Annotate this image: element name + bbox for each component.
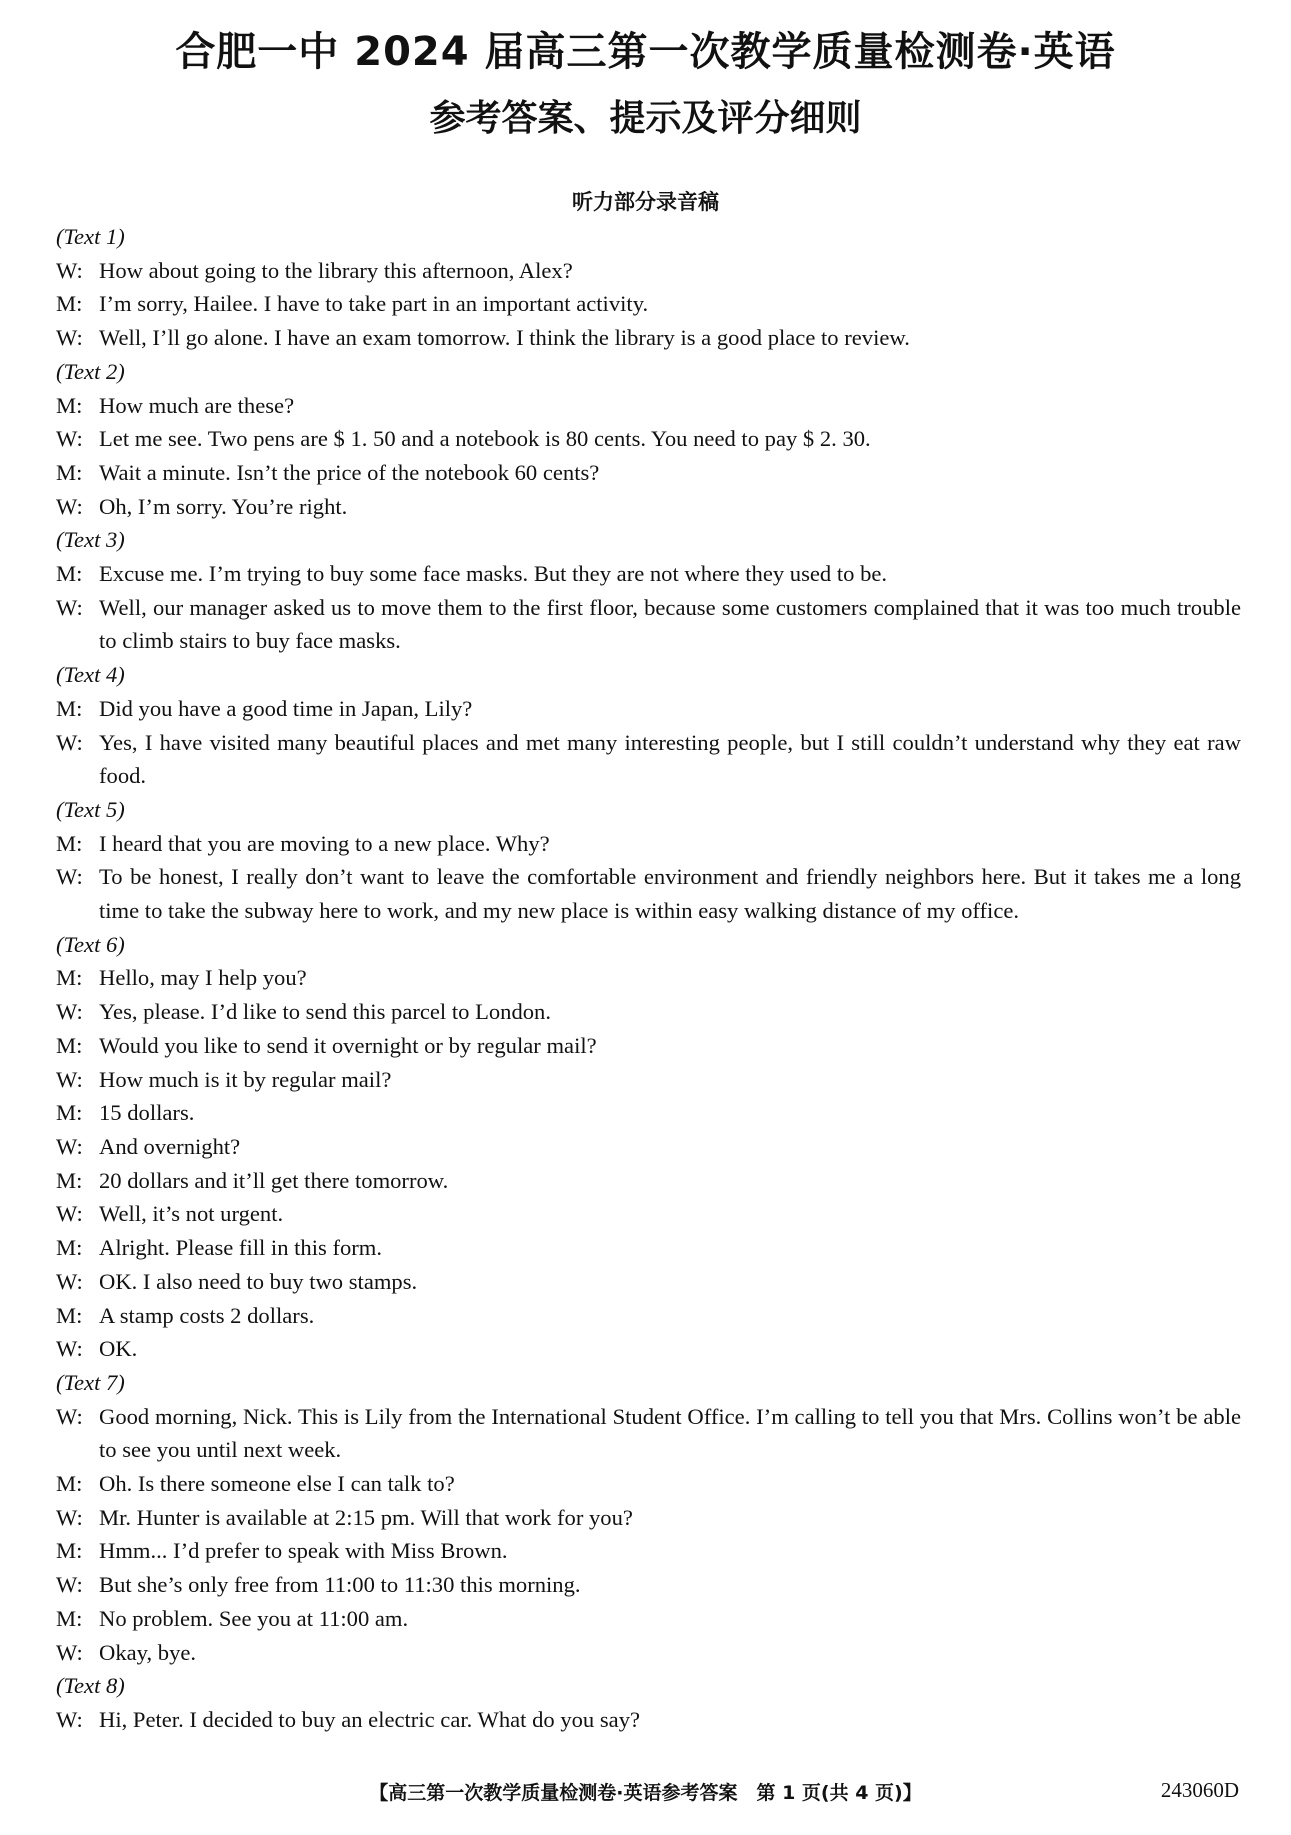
speaker-label: W: — [56, 1572, 83, 1598]
speaker-label: M: — [56, 291, 83, 317]
text-section-label: (Text 4) — [56, 662, 125, 688]
dialogue-line — [56, 1703, 1241, 1737]
dialogue-line — [56, 860, 1241, 927]
dialogue-line — [56, 1299, 1241, 1333]
dialogue-line — [56, 591, 1241, 658]
dialogue-text: Hi, Peter. I decided to buy an electric car. What do you say? — [99, 1706, 641, 1732]
dialogue-line — [56, 1197, 1241, 1231]
dialogue-line — [56, 1602, 1241, 1636]
dialogue-line — [56, 389, 1241, 423]
speaker-label: W: — [56, 257, 83, 283]
dialogue-text: 15 dollars. — [99, 1100, 195, 1126]
speaker-label: M: — [56, 459, 83, 485]
dialogue-line — [56, 1534, 1241, 1568]
speaker-label: M: — [56, 695, 83, 721]
dialogue-line — [56, 287, 1241, 321]
speaker-label: W: — [56, 999, 83, 1025]
text-section-label: (Text 6) — [56, 931, 125, 957]
dialogue-line — [56, 422, 1241, 456]
dialogue-line — [56, 1231, 1241, 1265]
dialogue-line — [56, 1164, 1241, 1198]
dialogue-text: How much is it by regular mail? — [99, 1066, 392, 1092]
speaker-label: W: — [56, 1066, 83, 1092]
dialogue-text: A stamp costs 2 dollars. — [99, 1302, 315, 1328]
dialogue-text: 20 dollars and it’ll get there tomorrow. — [99, 1167, 449, 1193]
dialogue-line — [56, 1400, 1241, 1467]
listening-transcript — [56, 220, 1241, 1737]
dialogue-text: Did you have a good time in Japan, Lily? — [99, 695, 473, 721]
speaker-label: W: — [56, 1706, 83, 1732]
document-title: 合肥一中 2024 届高三第一次教学质量检测卷·英语 — [175, 29, 1116, 75]
dialogue-text: Well, I’ll go alone. I have an exam tomorrow. I think the library is a good place to review. — [99, 325, 910, 351]
dialogue-line — [56, 1130, 1241, 1164]
dialogue-text: Yes, please. I’d like to send this parcel to London. — [99, 999, 552, 1025]
dialogue-text: Let me see. Two pens are $ 1. 50 and a notebook is 80 cents. You need to pay $ 2. 30. — [99, 426, 871, 452]
dialogue-line — [56, 1501, 1241, 1535]
speaker-label: W: — [56, 1403, 83, 1429]
speaker-label: M: — [56, 965, 83, 991]
speaker-label: W: — [56, 1336, 83, 1362]
dialogue-text: I’m sorry, Hailee. I have to take part in an important activity. — [99, 291, 649, 317]
dialogue-line — [56, 1096, 1241, 1130]
speaker-label: M: — [56, 1471, 83, 1497]
dialogue-text: No problem. See you at 11:00 am. — [99, 1605, 409, 1631]
dialogue-line — [56, 827, 1241, 861]
speaker-label: M: — [56, 830, 83, 856]
speaker-label: M: — [56, 561, 83, 587]
speaker-label: M: — [56, 392, 83, 418]
dialogue-line — [56, 995, 1241, 1029]
dialogue-line — [56, 1029, 1241, 1063]
dialogue-line — [56, 456, 1241, 490]
text-section-label: (Text 7) — [56, 1369, 125, 1395]
speaker-label: M: — [56, 1235, 83, 1261]
dialogue-line — [56, 692, 1241, 726]
speaker-label: M: — [56, 1100, 83, 1126]
speaker-label: W: — [56, 1639, 83, 1665]
dialogue-text: OK. — [99, 1336, 138, 1362]
dialogue-text: Hmm... I’d prefer to speak with Miss Brown. — [99, 1538, 508, 1564]
speaker-label: W: — [56, 729, 83, 755]
speaker-label: M: — [56, 1032, 83, 1058]
dialogue-line — [56, 557, 1241, 591]
speaker-label: M: — [56, 1167, 83, 1193]
speaker-label: M: — [56, 1302, 83, 1328]
speaker-label: W: — [56, 1133, 83, 1159]
speaker-label: W: — [56, 594, 83, 620]
dialogue-line — [56, 490, 1241, 524]
section-heading: 听力部分录音稿 — [572, 190, 719, 214]
dialogue-line — [56, 1636, 1241, 1670]
dialogue-text: Hello, may I help you? — [99, 965, 307, 991]
dialogue-line — [56, 961, 1241, 995]
dialogue-text: Yes, I have visited many beautiful places and met many interesting people, but I still couldn’t understand why they eat raw food. — [99, 729, 1241, 789]
dialogue-text: Good morning, Nick. This is Lily from the International Student Office. I’m calling to tell you that Mrs. Collins won’t be able to see you until next week. — [99, 1403, 1241, 1463]
dialogue-line — [56, 254, 1241, 288]
text-section-label: (Text 2) — [56, 358, 125, 384]
dialogue-text: Oh. Is there someone else I can talk to? — [99, 1471, 455, 1497]
dialogue-text: But she’s only free from 11:00 to 11:30 this morning. — [99, 1572, 581, 1598]
dialogue-text: Excuse me. I’m trying to buy some face masks. But they are not where they used to be. — [99, 561, 888, 587]
speaker-label: W: — [56, 325, 83, 351]
document-subtitle: 参考答案、提示及评分细则 — [429, 98, 862, 139]
text-section-label: (Text 1) — [56, 224, 125, 249]
dialogue-line — [56, 1467, 1241, 1501]
speaker-label: M: — [56, 1538, 83, 1564]
dialogue-line — [56, 321, 1241, 355]
dialogue-line — [56, 1063, 1241, 1097]
dialogue-text: Well, our manager asked us to move them to the first floor, because some customers complained that it was too much trouble to climb stairs to buy face masks. — [99, 594, 1241, 654]
dialogue-text: Alright. Please fill in this form. — [99, 1235, 383, 1261]
speaker-label: W: — [56, 426, 83, 452]
text-section-label: (Text 8) — [56, 1673, 125, 1699]
speaker-label: W: — [56, 1201, 83, 1227]
dialogue-text: Well, it’s not urgent. — [99, 1201, 284, 1227]
dialogue-text: To be honest, I really don’t want to leave the comfortable environment and friendly neighbors here. But it takes me a long time to take the subway here to work, and my new place is within easy walking distance of my office. — [99, 864, 1241, 924]
speaker-label: M: — [56, 1605, 83, 1631]
footer-document-code: 243060D — [1160, 1778, 1239, 1802]
dialogue-line — [56, 1332, 1241, 1366]
dialogue-line — [56, 1568, 1241, 1602]
footer-page-info: 【高三第一次教学质量检测卷·英语参考答案 第 1 页(共 4 页)】 — [369, 1782, 922, 1804]
dialogue-text: OK. I also need to buy two stamps. — [99, 1268, 418, 1294]
text-section-label: (Text 5) — [56, 796, 125, 822]
page-footer — [0, 1778, 1291, 1812]
dialogue-text: Would you like to send it overnight or by regular mail? — [99, 1032, 597, 1058]
dialogue-line — [56, 726, 1241, 793]
dialogue-text: I heard that you are moving to a new place. Why? — [99, 830, 550, 856]
dialogue-text: How much are these? — [99, 392, 295, 418]
dialogue-text: Okay, bye. — [99, 1639, 197, 1665]
dialogue-text: How about going to the library this afternoon, Alex? — [99, 257, 573, 283]
dialogue-text: Oh, I’m sorry. You’re right. — [99, 493, 348, 519]
text-section-label: (Text 3) — [56, 527, 125, 553]
speaker-label: W: — [56, 493, 83, 519]
speaker-label: W: — [56, 1268, 83, 1294]
dialogue-line — [56, 1265, 1241, 1299]
dialogue-text: Wait a minute. Isn’t the price of the notebook 60 cents? — [99, 459, 600, 485]
speaker-label: W: — [56, 1504, 83, 1530]
dialogue-text: Mr. Hunter is available at 2:15 pm. Will that work for you? — [99, 1504, 633, 1530]
dialogue-text: And overnight? — [99, 1133, 241, 1159]
speaker-label: W: — [56, 864, 83, 890]
